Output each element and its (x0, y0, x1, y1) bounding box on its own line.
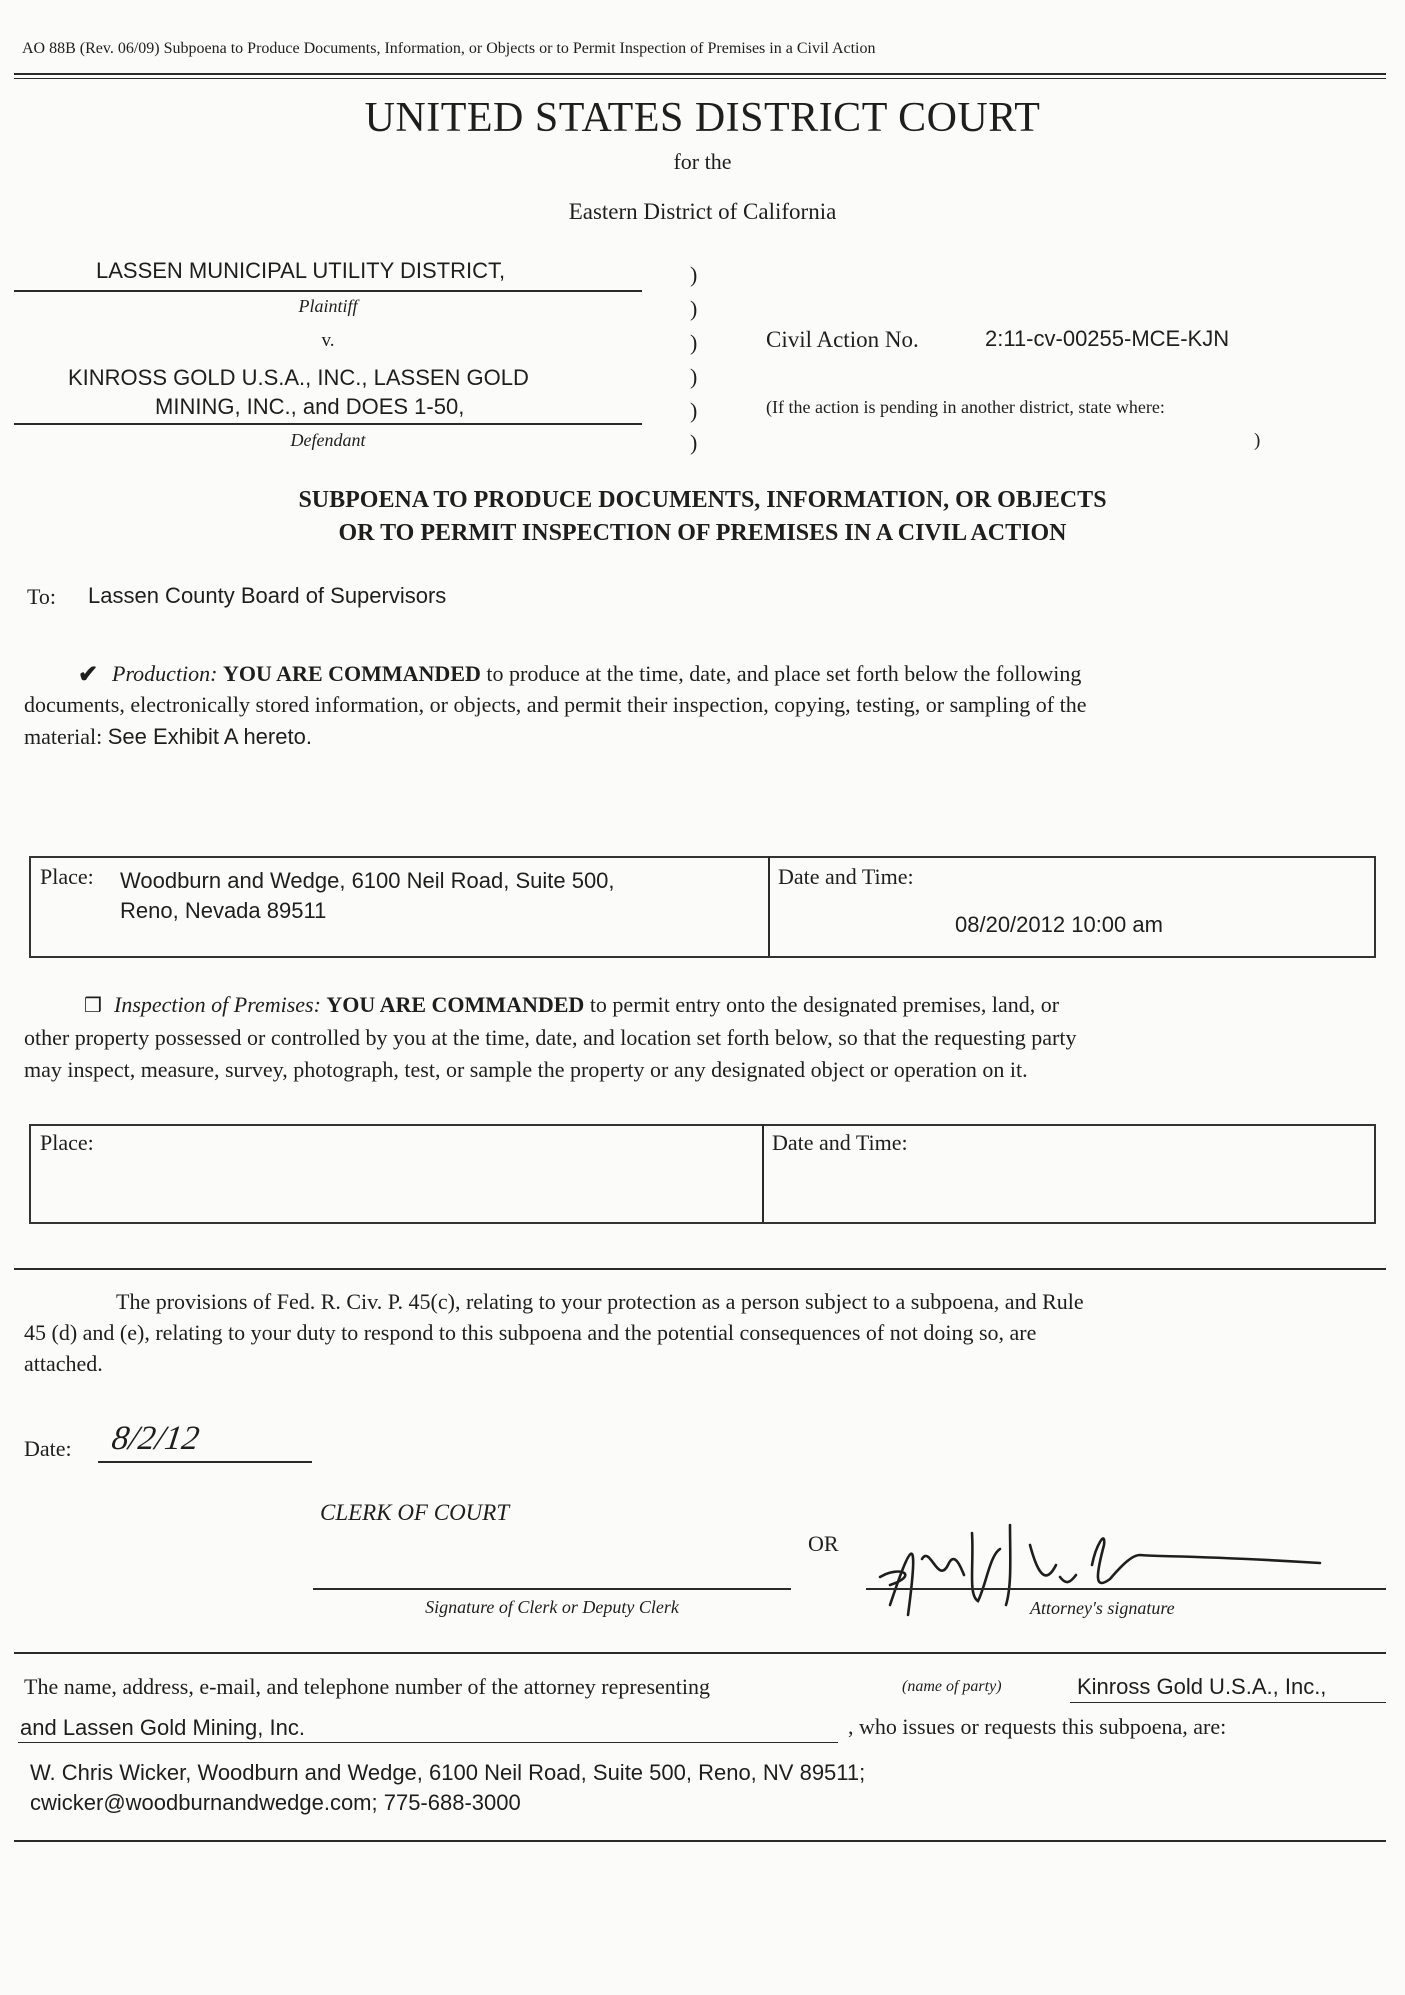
caption-paren: ) (690, 296, 698, 321)
attorney-text2: , who issues or requests this subpoena, are: (848, 1714, 1227, 1739)
plaintiff-label: Plaintiff (298, 296, 358, 316)
footer-rule (14, 1840, 1386, 1842)
production-box-divider (768, 856, 770, 956)
inspection-text2: other property possessed or controlled by you at the time, date, and location set forth below, so that the requesting party (24, 1025, 1077, 1050)
caption-paren: ) (690, 262, 698, 287)
header-rule (14, 73, 1386, 75)
caption-paren: ) (690, 430, 698, 455)
subpoena-title-line2: OR TO PERMIT INSPECTION OF PREMISES IN A CIVIL ACTION (338, 520, 1067, 546)
inspection-text1: to permit entry onto the designated premises, land, or (589, 992, 1060, 1017)
civil-action-number: 2:11-cv-00255-MCE-KJN (985, 326, 1230, 351)
inspection-checkbox-icon: ❒ (84, 995, 102, 1017)
production-place-line2: Reno, Nevada 89511 (120, 898, 327, 923)
production-text2: documents, electronically stored information, or objects, and permit their inspection, copying, testing, or sampling of the (24, 692, 1087, 717)
defendant-rule (14, 423, 642, 425)
defendant-name-line1: KINROSS GOLD U.S.A., INC., LASSEN GOLD (68, 365, 529, 390)
production-command: YOU ARE COMMANDED (223, 661, 481, 686)
inspection-datetime-label: Date and Time: (772, 1130, 908, 1155)
provisions-line1: The provisions of Fed. R. Civ. P. 45(c), relating to your protection as a person subject to a subpoena, and Rule (116, 1289, 1084, 1314)
clerk-signature-line (313, 1588, 791, 1590)
clerk-signature-label: Signature of Clerk or Deputy Clerk (425, 1597, 679, 1617)
section-rule (14, 1652, 1386, 1654)
versus-text: v. (321, 330, 335, 351)
party-rule-1 (1070, 1702, 1386, 1703)
caption-paren: ) (690, 364, 698, 389)
date-rule (98, 1461, 312, 1463)
check-mark-icon: ✔ (78, 662, 99, 688)
party-name-part2: and Lassen Gold Mining, Inc. (20, 1715, 305, 1740)
inspection-command: YOU ARE COMMANDED (326, 992, 585, 1017)
production-material-value: See Exhibit A hereto. (107, 724, 312, 749)
header-rule-thin (14, 78, 1386, 79)
court-title: UNITED STATES DISTRICT COURT (364, 95, 1041, 141)
inspection-label: Inspection of Premises: (114, 992, 321, 1017)
handwritten-date: 8/2/12 (109, 1420, 202, 1457)
date-label: Date: (24, 1436, 72, 1461)
to-label: To: (27, 584, 57, 609)
inspection-place-label: Place: (40, 1130, 94, 1155)
production-line1 (112, 661, 1081, 687)
production-datetime-value: 08/20/2012 10:00 am (955, 912, 1163, 937)
civil-action-label: Civil Action No. (766, 327, 919, 352)
party-rule-2 (18, 1742, 838, 1743)
district-name: Eastern District of California (568, 199, 837, 224)
inspection-text3: may inspect, measure, survey, photograph, test, or sample the property or any designated object or operation on it. (24, 1057, 1028, 1082)
production-datetime-label: Date and Time: (778, 864, 914, 889)
attorney-text1: The name, address, e-mail, and telephone number of the attorney representing (24, 1674, 711, 1699)
or-label: OR (808, 1531, 839, 1556)
section-rule (14, 1268, 1386, 1270)
attorney-signature-label: Attorney's signature (1030, 1598, 1175, 1618)
production-line3 (24, 724, 312, 750)
caption-paren: ) (690, 330, 698, 355)
other-district-note: (If the action is pending in another district, state where: (766, 397, 1165, 417)
defendant-name-line2: MINING, INC., and DOES 1-50, (155, 394, 465, 419)
provisions-line2: 45 (d) and (e), relating to your duty to respond to this subpoena and the potential consequences of not doing so, are (24, 1320, 1037, 1345)
defendant-label: Defendant (290, 430, 366, 450)
plaintiff-name: LASSEN MUNICIPAL UTILITY DISTRICT, (96, 258, 506, 283)
production-place-label: Place: (40, 864, 94, 889)
caption-paren: ) (690, 398, 698, 423)
inspection-line1 (114, 992, 1059, 1018)
form-header: AO 88B (Rev. 06/09) Subpoena to Produce Documents, Information, or Objects or to Permit Inspection of Premises in a Civil Action (22, 40, 876, 57)
inspection-place-box (29, 1124, 1376, 1224)
inspection-box-divider (762, 1124, 764, 1222)
subpoena-title-line1: SUBPOENA TO PRODUCE DOCUMENTS, INFORMATION, OR OBJECTS (298, 487, 1107, 513)
production-label: Production: (112, 661, 218, 686)
name-of-party-label: (name of party) (902, 1678, 1002, 1695)
recipient-name: Lassen County Board of Supervisors (88, 583, 447, 608)
plaintiff-rule (14, 290, 642, 292)
production-place-line1: Woodburn and Wedge, 6100 Neil Road, Suite 500, (120, 868, 615, 893)
for-the-text: for the (673, 149, 732, 174)
production-text1: to produce at the time, date, and place set forth below the following (486, 661, 1082, 686)
party-name-part1: Kinross Gold U.S.A., Inc., (1077, 1674, 1327, 1699)
production-material-label: material: (24, 724, 103, 749)
attorney-signature-line (866, 1588, 1386, 1590)
provisions-line3: attached. (24, 1351, 103, 1376)
attorney-contact-line2: cwicker@woodburnandwedge.com; 775-688-3000 (30, 1790, 521, 1815)
attorney-contact-line1: W. Chris Wicker, Woodburn and Wedge, 6100 Neil Road, Suite 500, Reno, NV 89511; (30, 1760, 866, 1785)
other-district-close: ) (1254, 430, 1261, 451)
clerk-of-court-label: CLERK OF COURT (320, 1500, 510, 1525)
